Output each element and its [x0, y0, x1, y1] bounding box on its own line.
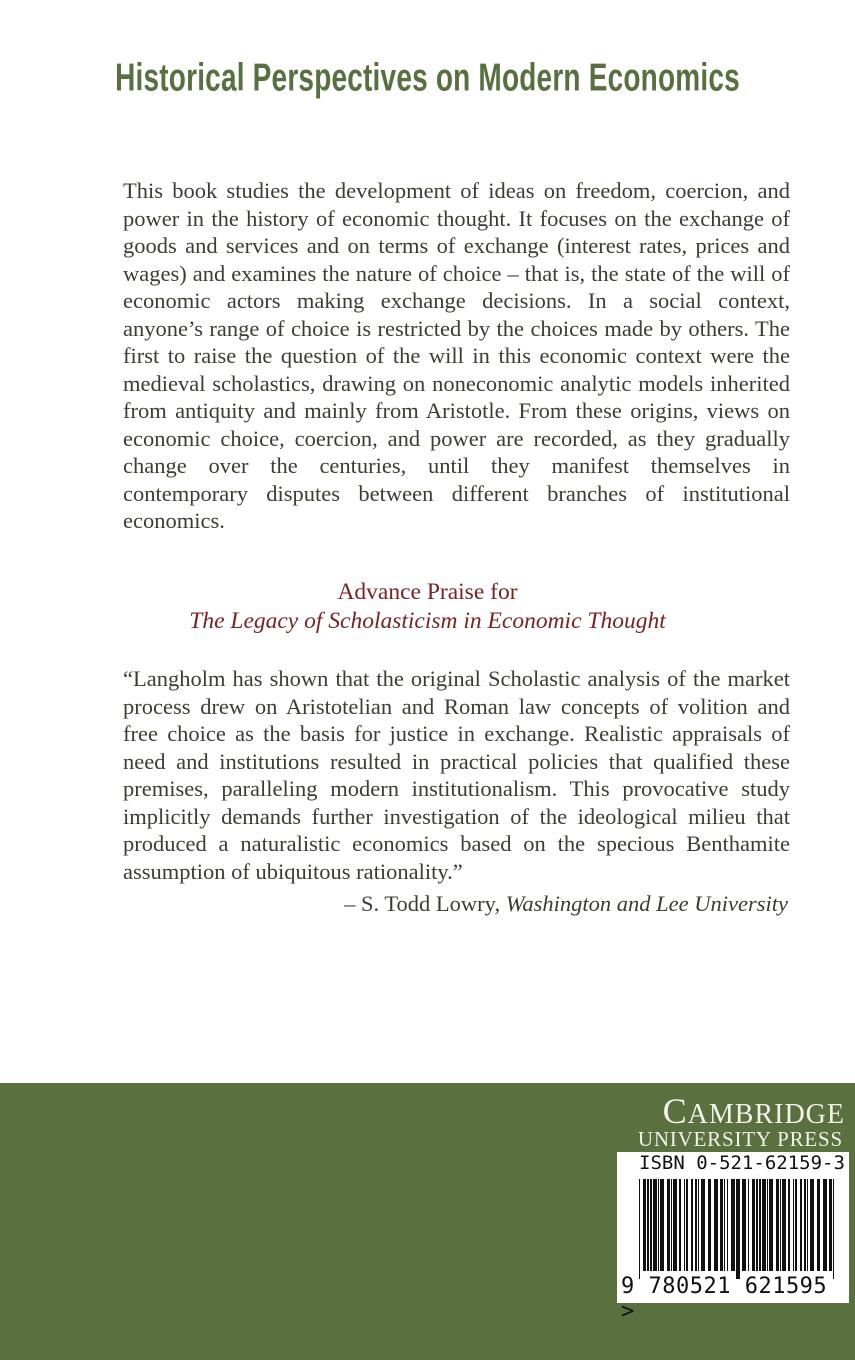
- text-line: wages) and examines the nature of choice – that is, the state of the will of: [123, 260, 790, 286]
- text-line: free choice as the basis for justice in exchange. Realistic appraisals of: [123, 721, 790, 746]
- barcode-bar: [823, 1179, 827, 1271]
- text-line: process drew on Aristotelian and Roman law concepts of volition and: [123, 693, 790, 719]
- barcode-bar: [742, 1179, 746, 1271]
- text-line: power in the history of economic thought. It focuses on the exchange of: [123, 205, 790, 231]
- barcode-bar: [800, 1179, 802, 1271]
- text-line: This book studies the development of ideas on freedom, coercion, and: [123, 178, 790, 203]
- reviewer-name: – S. Todd Lowry,: [344, 891, 506, 916]
- barcode-bar: [724, 1179, 725, 1271]
- barcode-bar: [653, 1179, 657, 1271]
- praise-label: Advance Praise for: [337, 579, 518, 605]
- barcode-icon: [639, 1179, 839, 1279]
- text-line: implicitly demands further investigation of the ideological milieu that: [123, 803, 790, 829]
- barcode-bar: [829, 1179, 832, 1271]
- barcode-bar: [748, 1179, 749, 1271]
- series-title: Historical Perspectives on Modern Economics: [115, 55, 740, 99]
- text-line: assumption of ubiquitous rationality.”: [123, 858, 463, 884]
- text-line: anyone’s range of choice is restricted by the choices made by others. The: [123, 315, 790, 341]
- text-line: produced a naturalistic economics based on the specious Benthamite: [123, 831, 790, 856]
- barcode-bar: [647, 1179, 649, 1271]
- publisher-subtitle: UNIVERSITY PRESS: [637, 1127, 843, 1151]
- barcode-bar: [650, 1179, 652, 1271]
- barcode-bar: [679, 1179, 681, 1271]
- barcode-bar: [701, 1179, 705, 1271]
- barcode-bar: [727, 1179, 728, 1271]
- barcode-bar: [660, 1179, 664, 1271]
- barcode-bar: [691, 1179, 693, 1271]
- barcode-bar: [780, 1179, 781, 1271]
- text-line: need and institutions resulted in practical policies that qualified these: [123, 748, 790, 774]
- barcode-bar: [708, 1179, 711, 1271]
- text-line: contemporary disputes between different branches of institutional: [123, 480, 790, 506]
- description: [123, 177, 790, 535]
- barcode-bar: [788, 1179, 790, 1271]
- praised-book-title: The Legacy of Scholasticism in Economic Thought: [189, 608, 666, 634]
- text-line: premises, paralleling modern institutionalism. This provocative study: [123, 776, 790, 801]
- barcode-bar: [762, 1179, 766, 1271]
- barcode-bar: [769, 1179, 773, 1271]
- barcode-bar: [643, 1179, 646, 1271]
- barcode-bar: [810, 1179, 814, 1271]
- barcode-bar: [714, 1179, 718, 1271]
- barcode-bar: [671, 1179, 672, 1271]
- barcode-bar: [795, 1179, 797, 1271]
- text-line: economic choice, coercion, and power are recorded, as they gradually: [123, 425, 790, 451]
- quote-attribution: [344, 891, 788, 917]
- reviewer-affiliation: Washington and Lee University: [505, 891, 788, 916]
- barcode-bar: [639, 1179, 640, 1279]
- barcode-bar: [782, 1179, 786, 1271]
- barcode-bar: [673, 1179, 677, 1271]
- text-line: medieval scholastics, drawing on noneconomic analytic models inherited: [123, 370, 790, 396]
- review-quote: [123, 665, 790, 885]
- barcode-bar: [695, 1179, 697, 1271]
- barcode-bar: [658, 1179, 659, 1271]
- barcode-bar: [817, 1179, 820, 1271]
- text-line: economics.: [123, 508, 225, 533]
- text-line: economic actors making exchange decisions. In a social context,: [123, 288, 790, 313]
- publisher-logo: CAMBRIDGE: [662, 1091, 845, 1131]
- barcode-bar: [684, 1179, 685, 1271]
- barcode-digits: 9 780521 621595 >: [621, 1274, 828, 1324]
- barcode-bar: [776, 1179, 779, 1271]
- barcode-bar: [752, 1179, 755, 1271]
- barcode-bar: [686, 1179, 688, 1271]
- text-line: change over the centuries, until they manifest themselves in: [123, 453, 790, 478]
- barcode-bar: [793, 1179, 794, 1271]
- text-line: goods and services and on terms of exchange (interest rates, prices and: [123, 233, 790, 258]
- barcode-bar: [756, 1179, 758, 1271]
- barcode-bar: [833, 1179, 834, 1279]
- barcode-bar: [804, 1179, 806, 1271]
- barcode-bar: [736, 1179, 740, 1279]
- barcode-bar: [698, 1179, 699, 1271]
- barcode-bar: [767, 1179, 768, 1271]
- barcode-bar: [667, 1179, 670, 1271]
- text-line: “Langholm has shown that the original Scholastic analysis of the market: [123, 666, 790, 691]
- barcode-box: [617, 1152, 849, 1324]
- isbn-label: ISBN 0-521-62159-3: [639, 1152, 845, 1174]
- barcode-bar: [731, 1179, 735, 1271]
- barcode-bar: [759, 1179, 761, 1271]
- barcode-bar: [720, 1179, 723, 1271]
- praise-heading: [0, 578, 855, 636]
- text-line: from antiquity and mainly from Aristotle. From these origins, views on: [123, 398, 790, 423]
- barcode-bar: [807, 1179, 808, 1271]
- text-line: first to raise the question of the will in this economic context were the: [123, 343, 790, 368]
